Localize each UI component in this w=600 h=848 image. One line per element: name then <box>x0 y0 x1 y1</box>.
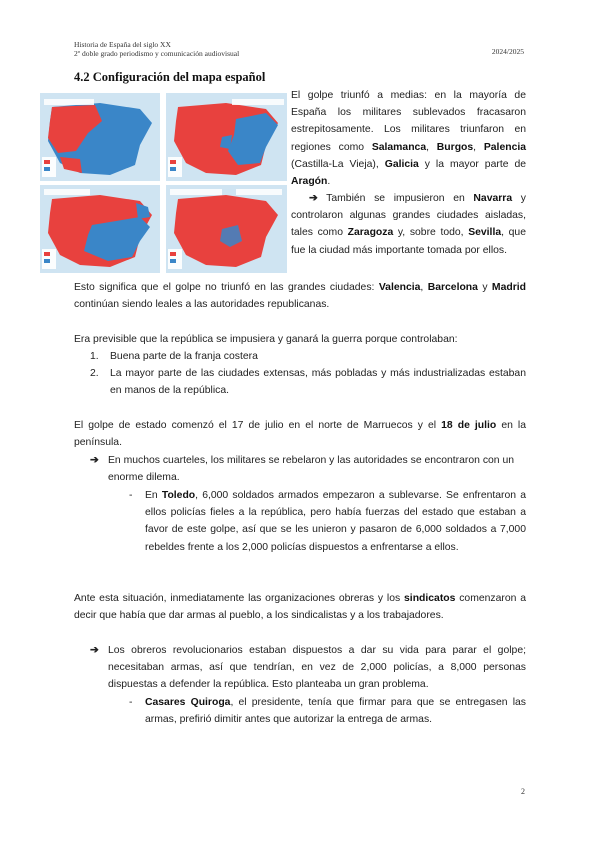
sub-bullet-toledo: En Toledo, 6,000 soldados armados empezaron a sublevarse. Se enfrentaron a ellos policías fieles a la república, pero había fuerzas del estado que estaban a favor de este golpe, así que se les unieron y pasaron de 6,000 soldados a 7,000 rebeldes frente a los 2,000 policías dispuestos a enfrentarse a ellos. <box>145 490 526 553</box>
header-degree: 2º doble grado periodismo y comunicación audiovisual <box>74 49 240 58</box>
list-number: 1. <box>90 351 99 362</box>
paragraph-ciudades-leales: Esto significa que el golpe no triunfó en las grandes ciudades: Valencia, Barcelona y Madrid continúan siendo leales a las autoridades republicanas. <box>74 282 526 311</box>
header-course-title: Historia de España del siglo XX <box>74 40 171 49</box>
paragraph-previsible: Era previsible que la república se impusiera y ganará la guerra porque controlaban: <box>74 334 458 345</box>
bullet-cuarteles: En muchos cuarteles, los militares se rebelaron y las autoridades se encontraron con un enorme dilema. <box>108 455 515 484</box>
arrow-icon: ➔ <box>309 193 318 204</box>
map-panel-2 <box>166 93 287 181</box>
header-year: 2024/2025 <box>491 47 524 56</box>
bullet-obreros: Los obreros revolucionarios estaban dispuestos a dar su vida para parar el golpe; necesitaban armas, así que tendrían, en vez de 2,000 policías, a 8,000 personas dispuestas a defender la república. Esto planteaba un gran problema. <box>108 645 526 691</box>
arrow-icon: ➔ <box>90 645 99 656</box>
dash-bullet: - <box>129 490 133 501</box>
sub-bullet-casares-quiroga: Casares Quiroga, el presidente, tenía que firmar para que se entregasen las armas, prefirió dimitir antes que autorizar la entrega de armas. <box>145 697 526 726</box>
paragraph-inicio-golpe: El golpe de estado comenzó el 17 de julio en el norte de Marruecos y el 18 de julio en la península. <box>74 420 527 449</box>
map-panel-3 <box>40 185 160 273</box>
dash-bullet: - <box>129 697 133 708</box>
list-number: 2. <box>90 368 99 379</box>
page-number: 2 <box>521 787 525 796</box>
map-panel-1 <box>40 93 160 181</box>
list-item: Buena parte de la franja costera <box>110 351 258 362</box>
arrow-icon: ➔ <box>90 455 99 466</box>
spain-maps-figure <box>40 93 287 273</box>
paragraph-sindicatos: Ante esta situación, inmediatamente las organizaciones obreras y los sindicatos comenzaron a decir que había que dar armas al pueblo, a los sindicalistas y a los trabajadores. <box>74 593 526 622</box>
paragraph-navarra: ➔ También se impusieron en Navarra y controlaron algunas grandes ciudades aisladas, tales como Zaragoza y, sobre todo, Sevilla, que fue la ciudad más importante tomada por ellos. <box>291 193 526 256</box>
paragraph-golpe-triunfo: El golpe triunfó a medias: en la mayoría de España los militares sublevados fracasaron estrepitosamente. Los militares triunfaron en regiones como Salamanca, Burgos, Palencia (Castilla-La Vieja), Galicia y la mayor parte de Aragón. <box>291 90 527 188</box>
map-panel-4 <box>166 185 287 273</box>
list-item: La mayor parte de las ciudades extensas, más pobladas y más industrializadas estaban en manos de la república. <box>110 368 526 397</box>
section-title: 4.2 Configuración del mapa español <box>74 70 266 84</box>
